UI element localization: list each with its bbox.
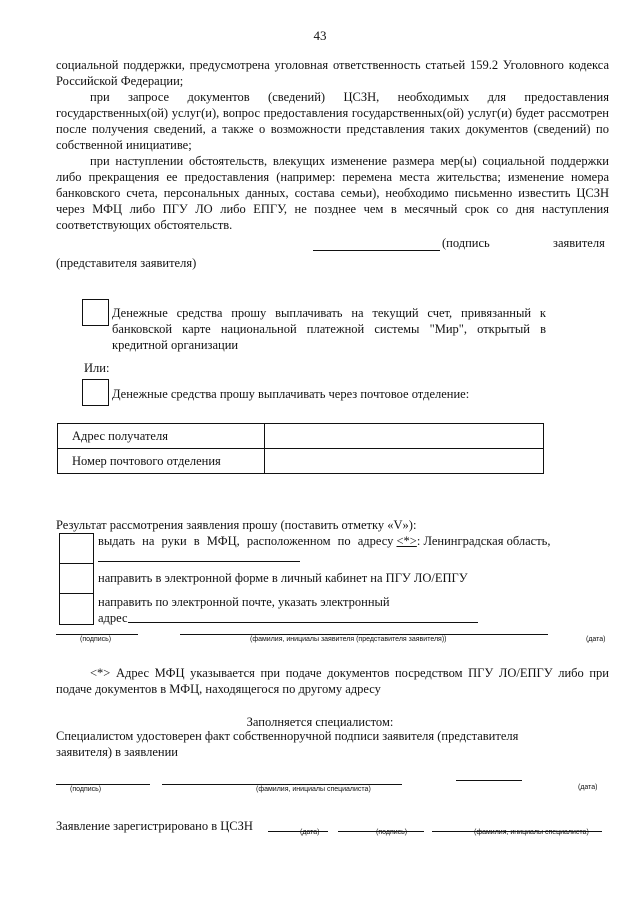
result-email-option: направить по электронной почте, указать электронный [98,595,390,609]
name-line[interactable] [180,634,548,635]
signature-label-applicant: заявителя [553,236,605,250]
result-mfc-region: : Ленинградская область, [416,534,551,548]
result-mfc-option [98,533,612,549]
specialist-date-caption: (дата) [578,784,598,791]
paragraph-circumstances: при наступлении обстоятельств, влекущих изменение размера мер(ы) социальной поддержки либо прекращения ее предоставления (например: перемена места жительства; изменение номера банковского счета, персональных данных, состава семьи), необходимо письменно известить ЦСЗН через МФЦ либо ПГУ ЛО либо ЕПГУ, не позднее чем в месячный срок со дня наступления соответствующих обстоятельств. [56,154,609,232]
specialist-sign-line[interactable] [56,784,150,785]
signature-label-representative: (представителя заявителя) [56,256,197,270]
specialist-name-line[interactable] [162,784,402,785]
registration-sign-caption: (подпись) [376,829,408,836]
email-address-line[interactable] [128,622,478,623]
postal-details-table [57,423,544,474]
recipient-address-field[interactable] [265,424,544,449]
result-mfc-text: выдать на руки в МФЦ, расположенном по адресу [98,534,394,548]
post-office-number-field[interactable] [265,449,544,474]
sign-caption: (подпись) [80,636,112,643]
result-email-checkbox[interactable] [59,593,94,625]
recipient-address-label: Адрес получателя [58,424,265,449]
page-number: 43 [313,28,327,43]
table-row [58,424,544,449]
footnote-link[interactable]: <*> [396,534,417,548]
result-cabinet-checkbox[interactable] [59,563,94,595]
payment-card-checkbox[interactable] [82,299,109,326]
sign-line[interactable] [56,634,138,635]
email-address-label: адрес [98,611,128,625]
registration-text: Заявление зарегистрировано в ЦСЗН [56,819,253,833]
date-caption: (дата) [586,636,606,643]
post-office-number-label: Номер почтового отделения [58,449,265,474]
specialist-date-line[interactable] [456,780,522,781]
registration-date-caption: (дата) [300,829,320,836]
result-heading: Результат рассмотрения заявления прошу (поставить отметку «V»): [56,518,417,532]
applicant-signature-line[interactable] [313,238,440,251]
specialist-name-caption: (фамилия, инициалы специалиста) [256,786,371,793]
paragraph-liability: социальной поддержки, предусмотрена уголовная ответственность статьей 159.2 Уголовного кодекса Российской Федерации; [56,58,609,88]
table-row [58,449,544,474]
mfc-address-line [98,561,300,562]
registration-name-caption: (фамилия, инициалы специалиста) [474,829,589,836]
specialist-sign-caption: (подпись) [70,786,102,793]
footnote-text: <*> Адрес МФЦ указывается при подаче документов посредством ПГУ ЛО/ЕПГУ либо при подаче документов в МФЦ, находящегося по другому адресу [56,666,609,696]
signature-label: (подпись [442,236,490,250]
payment-post-checkbox[interactable] [82,379,109,406]
name-caption: (фамилия, инициалы заявителя (представителя заявителя)) [250,636,447,643]
result-cabinet-option: направить в электронной форме в личный кабинет на ПГУ ЛО/ЕПГУ [98,571,468,585]
payment-card-option-text: Денежные средства прошу выплачивать на текущий счет, привязанный к банковской карте национальной платежной системы "Мир", открытый в кредитной организации [112,306,546,352]
result-mfc-checkbox[interactable] [59,533,94,565]
specialist-heading: Заполняется специалистом: [246,715,394,729]
paragraph-documents-request: при запросе документов (сведений) ЦСЗН, необходимых для предоставления государственных(ой) услуг(и), вопрос предоставления государственных(ой) услуг(и) будет рассмотрен после получения сведений, а также о возможности представления таких документов (сведений) по собственной инициативе; [56,90,609,152]
specialist-text: Специалистом удостоверен факт собственноручной подписи заявителя (представителя заявителя) в заявлении [56,729,519,759]
or-label: Или: [84,361,110,375]
payment-post-option-text: Денежные средства прошу выплачивать через почтовое отделение: [112,387,470,401]
